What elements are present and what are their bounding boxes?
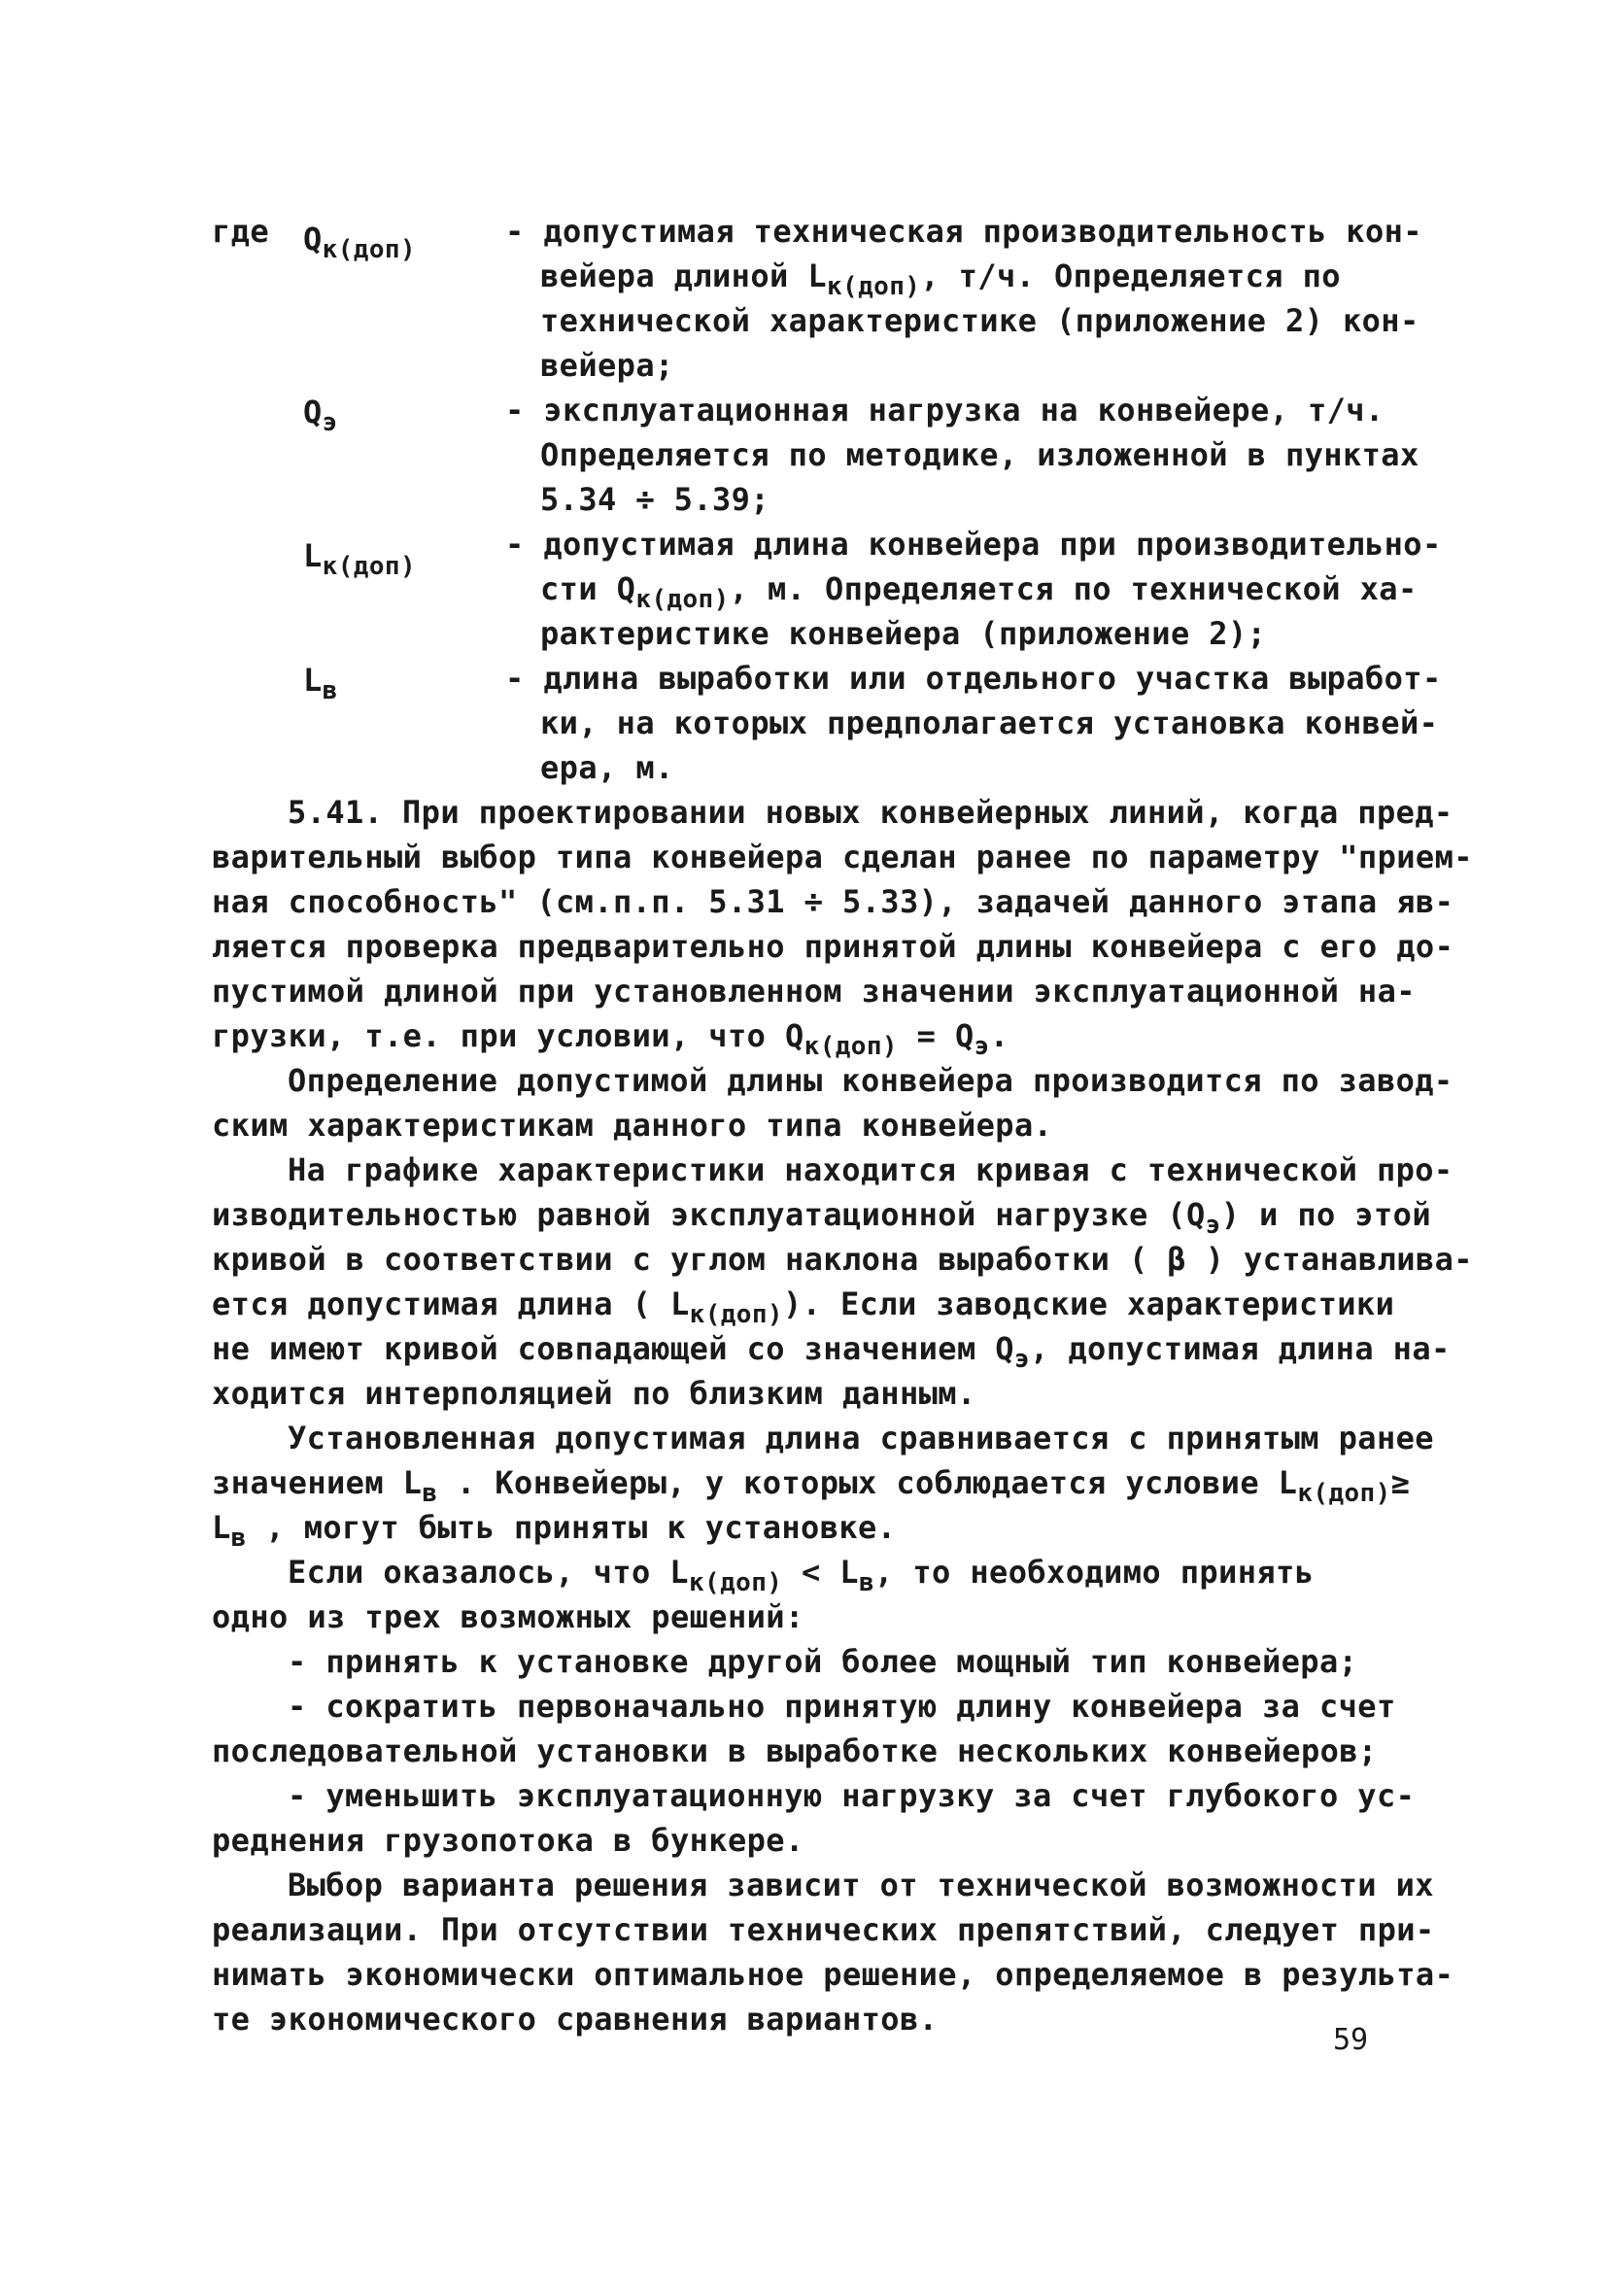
text-line: Установленная допустимая длина сравнивается с принятым ранее — [288, 1420, 1434, 1456]
text-line: На графике характеристики находится кривая с технической про- — [288, 1151, 1453, 1188]
list-item: - сократить первоначально принятую длину конвейера за счет — [288, 1688, 1396, 1725]
text-line: одно из трех возможных решений: — [212, 1598, 804, 1635]
text-line: Если оказалось, что $L_{к(доп)} < L_в$, то необходимо принять — [288, 1554, 1315, 1597]
text-line: реализации. При отсутствии технических препятствий, следует при- — [212, 1911, 1435, 1948]
definition-line: технической характеристике (приложение 2) кон- — [540, 302, 1419, 339]
definition-line: вейера длиной $L_{к(доп)}$, т/ч. Определяется по — [540, 257, 1341, 301]
page-number: 59 — [1333, 2023, 1369, 2057]
text-line: ная способность" (см.п.п. 5.31 ÷ 5.33), задачей данного этапа яв- — [212, 883, 1454, 920]
term-q-kdop: $Q_{к(доп)}$ — [303, 221, 416, 264]
text-line: Определение допустимой длины конвейера производится по завод- — [288, 1062, 1453, 1099]
where-label: где — [212, 213, 269, 250]
definition-line: - эксплуатационная нагрузка на конвейере, т/ч. — [505, 392, 1385, 428]
list-item: реднения грузопотока в бункере. — [212, 1822, 804, 1859]
definition-line: ера, м. — [540, 749, 674, 786]
text-line: 5.41. При проектировании новых конвейерных линий, когда пред- — [288, 794, 1453, 831]
text-line: изводительностью равной эксплуатационной нагрузке $(Q_э)$ и по этой — [212, 1196, 1432, 1240]
text-line: кривой в соответствии с углом наклона выработки ( β ) устанавлива- — [212, 1241, 1473, 1278]
term-l-v: $L_в$ — [303, 662, 338, 705]
term-q-e: $Q_э$ — [303, 394, 338, 437]
list-item: - уменьшить эксплуатационную нагрузку за счет глубокого ус- — [288, 1777, 1416, 1814]
text-line: нимать экономически оптимальное решение, определяемое в результа- — [212, 1956, 1454, 1993]
definition-line: ки, на которых предполагается установка конвей- — [540, 704, 1439, 741]
list-item: последовательной установки в выработке нескольких конвейеров; — [212, 1732, 1378, 1769]
definition-line: Определяется по методике, изложенной в пунктах — [540, 436, 1419, 473]
definition-line: - длина выработки или отдельного участка выработ- — [505, 660, 1442, 697]
text-line: ется допустимая длина ( $L_{к(доп)}$). Если заводские характеристики — [212, 1285, 1395, 1329]
text-line: те экономического сравнения вариантов. — [212, 2001, 939, 2038]
text-line: грузки, т.е. при условии, что $Q_{к(доп)} = Q_э$. — [212, 1017, 1009, 1061]
text-line: варительный выбор типа конвейера сделан ранее по параметру "прием- — [212, 839, 1473, 875]
text-line: значением $L_в$ . Конвейеры, у которых соблюдается условие $L_{к(доп)}\ge$ — [212, 1464, 1411, 1508]
text-line: пустимой длиной при установленном значении эксплуатационной на- — [212, 973, 1416, 1010]
text-line: ляется проверка предварительно принятой длины конвейера с его до- — [212, 928, 1454, 965]
text-line: $L_в$ , могут быть приняты к установке. — [212, 1509, 897, 1553]
text-line: ходится интерполяцией по близким данным. — [212, 1375, 976, 1412]
definition-line: рактеристике конвейера (приложение 2); — [540, 615, 1267, 652]
definition-line: - допустимая длина конвейера при производительно- — [505, 526, 1442, 563]
definition-line: - допустимая техническая производительность кон- — [505, 213, 1422, 250]
definition-line: вейера; — [540, 347, 674, 384]
term-l-kdop: $L_{к(доп)}$ — [303, 537, 416, 581]
text-line: не имеют кривой совпадающей со значением $Q_э$, допустимая длина на- — [212, 1330, 1451, 1374]
text-line: ским характеристикам данного типа конвейера. — [212, 1107, 1053, 1144]
list-item: - принять к установке другой более мощный тип конвейера; — [288, 1643, 1358, 1680]
text-line: Выбор варианта решения зависит от технической возможности их — [288, 1867, 1434, 1903]
definition-line: сти $Q_{к(доп)}$, м. Определяется по технической ха- — [540, 570, 1418, 614]
definition-line: 5.34 ÷ 5.39; — [540, 481, 769, 518]
